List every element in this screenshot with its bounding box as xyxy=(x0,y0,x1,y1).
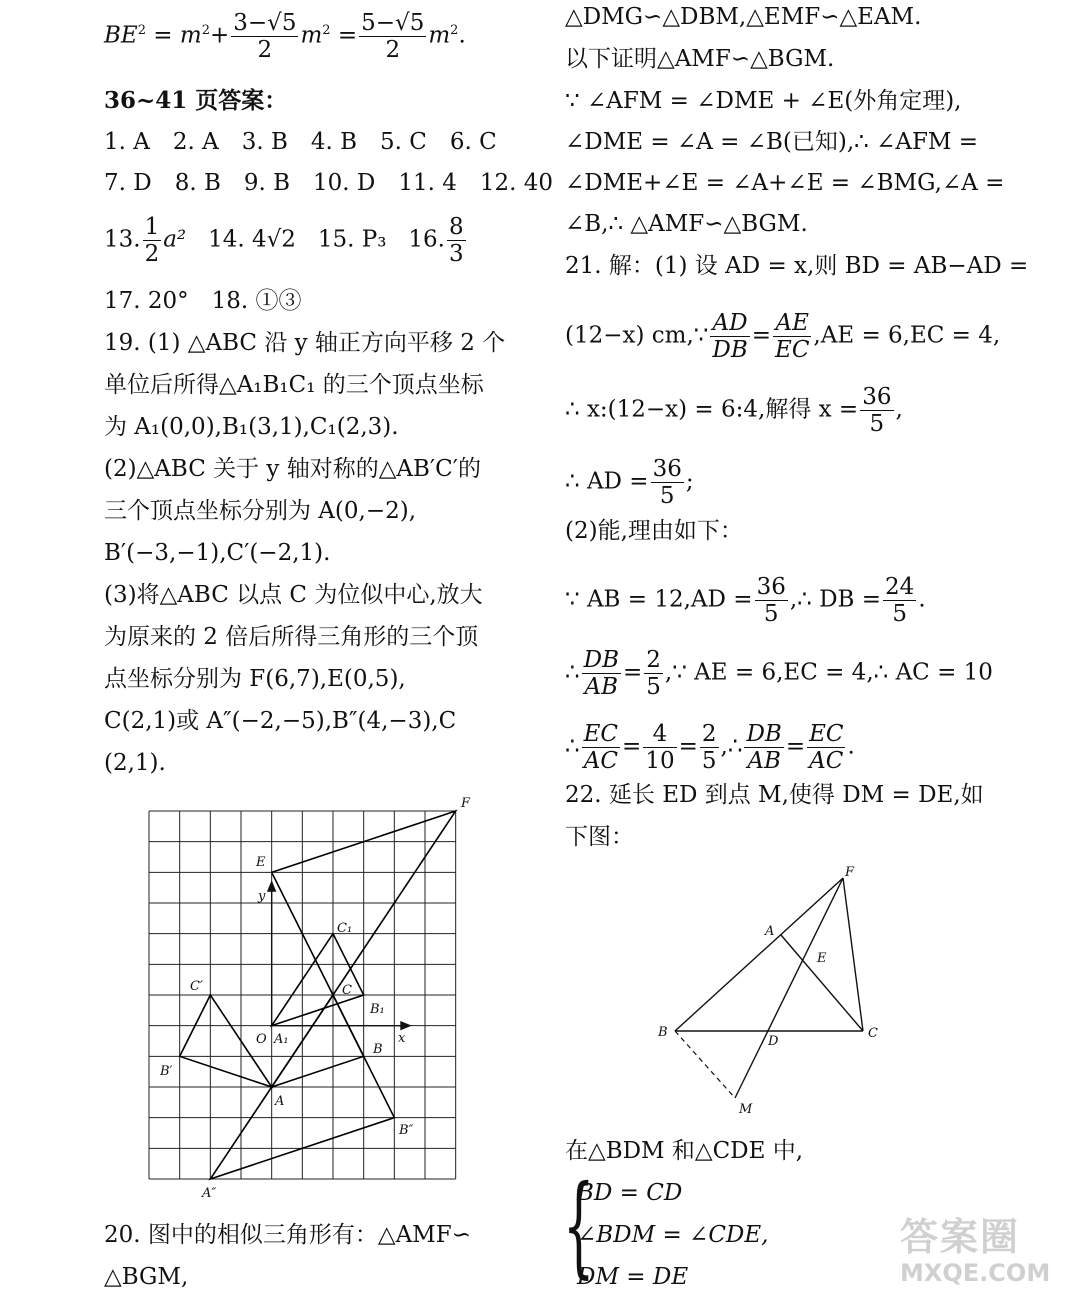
fraction: $\frac{24}{5}$ xyxy=(885,574,915,627)
proof-line: ∠DME+∠E = ∠A+∠E = ∠BMG,∠A = xyxy=(565,170,1005,196)
label-M: M xyxy=(739,1102,753,1117)
q19-line: (2)△ABC 关于 y 轴对称的△AB′C′的 xyxy=(104,456,481,482)
triangle-figure xyxy=(640,860,890,1125)
system-equation-1: BD = CD xyxy=(577,1180,683,1206)
q19-line: 三个顶点坐标分别为 A(0,−2), xyxy=(104,498,417,524)
q21-part2-line: (2)能,理由如下： xyxy=(565,518,743,544)
label-B1: B₁ xyxy=(370,1002,385,1017)
label-A: A xyxy=(275,1094,285,1109)
label-D: D xyxy=(768,1034,779,1049)
label-Bp: B′ xyxy=(160,1064,173,1079)
label-Bpp: B″ xyxy=(399,1123,414,1138)
segment-BM xyxy=(675,1031,735,1098)
system-equation-2: ∠BDM = ∠CDE, xyxy=(577,1222,769,1248)
proof-line: ∠B,∴ △AMF∽△BGM. xyxy=(565,211,808,237)
q22-line: 在△BDM 和△CDE 中, xyxy=(565,1138,804,1164)
fraction: $\frac{2}{5}$ xyxy=(701,721,717,774)
watermark-top-text: 答案圈 xyxy=(900,1215,1021,1259)
q19-line: B′(−3,−1),C′(−2,1). xyxy=(104,540,331,566)
segment-FC xyxy=(843,878,863,1031)
label-F: F xyxy=(845,865,855,880)
proof-line: ∵ ∠AFM = ∠DME + ∠E(外角定理), xyxy=(565,88,962,114)
q21-fraction-line: (12−x) cm,∵ $\frac{AD}{DB}$ = $\frac{AE}{EC}$ ,AE = 6,EC = 4, xyxy=(565,310,1001,363)
segment-AC xyxy=(781,935,863,1031)
q21-solve-line: ∴ x:(12−x) = 6:4,解得 x = $\frac{36}{5}$ , xyxy=(565,384,903,437)
q22-line: 22. 延长 ED 到点 M,使得 DM = DE,如 xyxy=(565,782,984,808)
fraction: $\frac{2}{5}$ xyxy=(646,647,661,700)
watermark-logo xyxy=(900,1215,1070,1295)
grid-figure-labels xyxy=(159,796,471,1201)
label-y: y xyxy=(258,889,266,904)
answers-row-3: 13. $\frac{1}{2}$ a² 14. 4√2 15. P₃ 16. $\frac{8}{3}$ xyxy=(104,214,464,267)
q20-line: 20. 图中的相似三角形有：△AMF∽ xyxy=(104,1222,471,1248)
label-C: C xyxy=(868,1026,878,1041)
system-equation-3: DM = DE xyxy=(577,1264,689,1290)
fraction: $\frac{4}{10}$ xyxy=(645,721,675,774)
similar-triangles-line: △DMG∽△DBM,△EMF∽△EAM. xyxy=(565,4,922,30)
label-C: C xyxy=(342,983,352,998)
answers-row-1: 1. A 2. A 3. B 4. B 5. C 6. C xyxy=(104,129,497,155)
label-x: x xyxy=(398,1031,406,1046)
be-squared-formula: $BE^2 = m^2+$ $\frac{3-√5}{2}$ $m^2$ = $\frac{5-√5}{2}$ $m^2$. xyxy=(104,10,466,63)
q21-ratio-line: ∴ $\frac{DB}{AB}$ = $\frac{2}{5}$ ,∵ AE = 6,EC = 4,∴ AC = 10 xyxy=(565,647,993,700)
q21-db-line: ∵ AB = 12,AD = $\frac{36}{5}$ ,∴ DB = $\frac{24}{5}$ . xyxy=(565,574,926,627)
answers-row-4: 17. 20° 18. ①③ xyxy=(104,288,302,314)
fraction: $\frac{EC}{AC}$ xyxy=(583,721,619,774)
label-A: A xyxy=(765,924,775,939)
label-O: O xyxy=(256,1032,267,1047)
proof-line: 以下证明△AMF∽△BGM. xyxy=(565,46,835,72)
fraction: $\frac{DB}{AB}$ xyxy=(583,647,619,700)
q22-line: 下图： xyxy=(565,824,634,850)
label-Cp: C′ xyxy=(190,979,203,994)
system-brace: { xyxy=(563,1161,595,1289)
fraction: $\frac{36}{5}$ xyxy=(862,384,892,437)
fraction: $\frac{36}{5}$ xyxy=(756,574,786,627)
label-A1: A₁ xyxy=(274,1032,289,1047)
answers-row-2: 7. D 8. B 9. B 10. D 11. 4 12. 40 xyxy=(104,170,554,196)
label-E: E xyxy=(817,951,827,966)
q19-line: C(2,1)或 A″(−2,−5),B″(4,−3),C xyxy=(104,708,457,734)
q20-line: △BGM, xyxy=(104,1264,189,1290)
q21-result-line: ∴ AD = $\frac{36}{5}$ ; xyxy=(565,456,694,509)
label-C1: C₁ xyxy=(337,921,353,936)
q19-line: 为 A₁(0,0),B₁(3,1),C₁(2,3). xyxy=(104,414,399,440)
fraction: $\frac{DB}{AB}$ xyxy=(746,721,782,774)
label-B: B xyxy=(658,1025,668,1040)
fraction: $\frac{8}{3}$ xyxy=(448,214,464,267)
fraction: $\frac{1}{2}$ xyxy=(144,214,160,267)
proof-line: ∠DME = ∠A = ∠B(已知),∴ ∠AFM = xyxy=(565,129,979,155)
fraction: $\frac{36}{5}$ xyxy=(652,456,682,509)
coordinate-grid-figure xyxy=(140,795,500,1205)
q21-conclusion-line: ∴ $\frac{EC}{AC}$ = $\frac{4}{10}$ = $\frac{2}{5}$ ,∴ $\frac{DB}{AB}$ = $\frac{EC}{AC}$ . xyxy=(565,721,855,774)
q19-line: 19. (1) △ABC 沿 y 轴正方向平移 2 个 xyxy=(104,330,506,356)
q19-line: 点坐标分别为 F(6,7),E(0,5), xyxy=(104,666,406,692)
q19-line: (2,1). xyxy=(104,750,166,776)
fraction: $\frac{3-√5}{2}$ xyxy=(233,10,297,63)
fraction: $\frac{EC}{AC}$ xyxy=(809,721,844,774)
label-B: B xyxy=(373,1042,383,1057)
label-E: E xyxy=(256,855,266,870)
triangle-A1B1C1 xyxy=(272,934,364,1026)
q21-line: 21. 解：(1) 设 AD = x,则 BD = AB−AD = xyxy=(565,253,1029,279)
fraction: $\frac{5-√5}{2}$ xyxy=(361,10,425,63)
fraction: $\frac{AE}{EC}$ xyxy=(775,310,810,363)
q19-line: 为原来的 2 倍后所得三角形的三个顶 xyxy=(104,624,479,650)
section-title: 36~41 页答案： xyxy=(104,87,288,114)
watermark-bottom-text: MXQE.COM xyxy=(900,1259,1051,1287)
q19-line: 单位后所得△A₁B₁C₁ 的三个顶点坐标 xyxy=(104,372,484,398)
q19-line: (3)将△ABC 以点 C 为位似中心,放大 xyxy=(104,582,483,608)
label-F: F xyxy=(461,796,471,811)
fraction: $\frac{AD}{DB}$ xyxy=(712,310,748,363)
label-App: A″ xyxy=(202,1186,217,1201)
